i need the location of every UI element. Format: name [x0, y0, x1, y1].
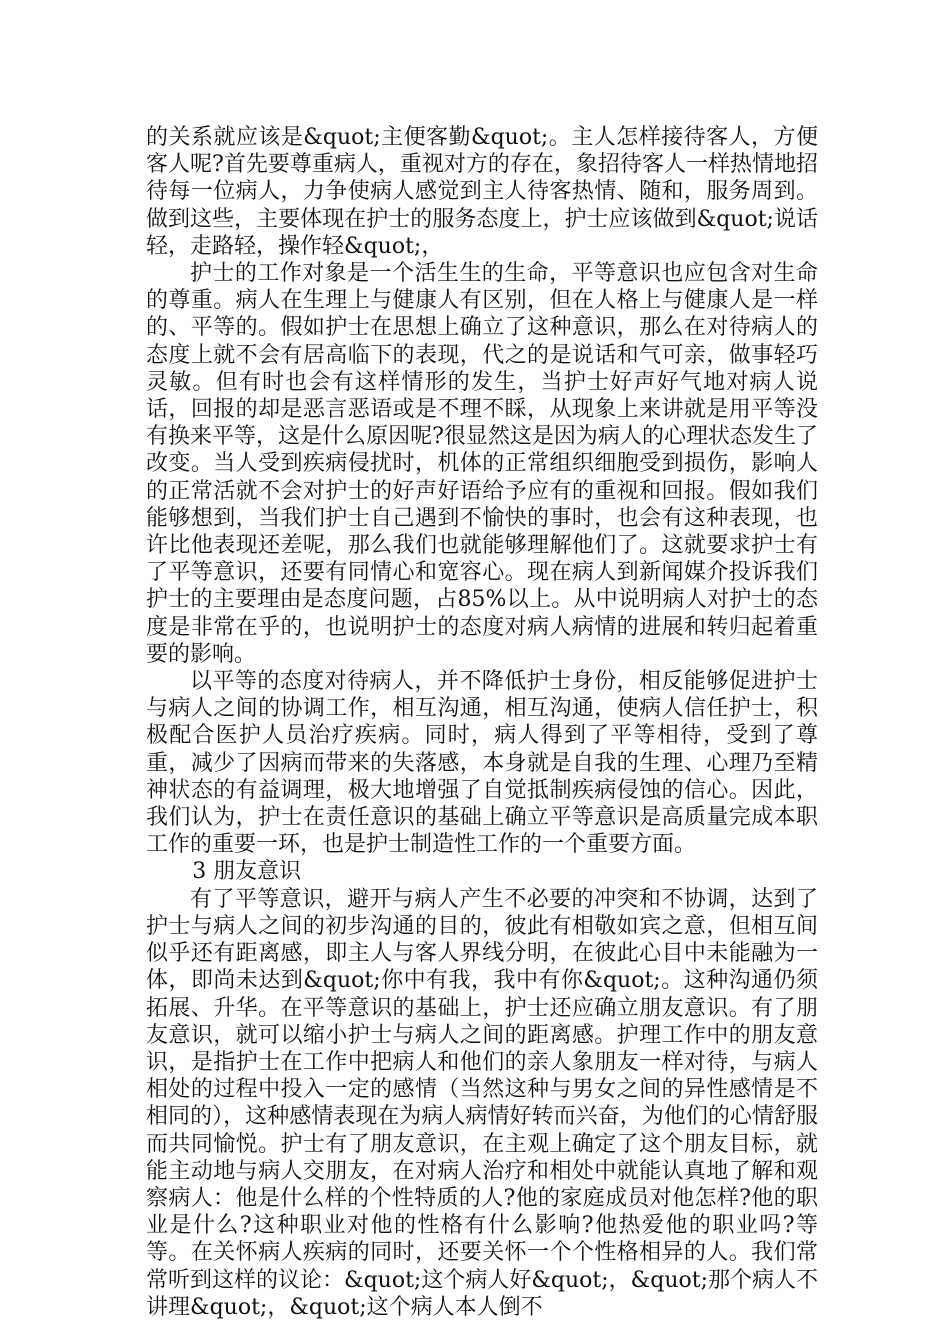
paragraph-continuation: 的关系就应该是&quot;主便客勤&quot;。主人怎样接待客人，方便客人呢?首先要尊重病人，重视对方的存在，象招待客人一样热情地招待每一位病人，力争使病人感觉到主人待客热情、随和，服务周到。做到这些，主要体现在护士的服务态度上，护士应该做到&quot;说话轻，走路轻，操作轻&quot;，	[146, 125, 818, 259]
document-body	[146, 124, 818, 1321]
section-heading-friend-awareness: 3 朋友意识	[192, 859, 302, 885]
paragraph-friend-awareness: 有了平等意识，避开与病人产生不必要的冲突和不协调，达到了护士与病人之间的初步沟通的目的，彼此有相敬如宾之意，但相互间似乎还有距离感，即主人与客人界线分明，在彼此心目中未能融为一体，即尚未达到&quot;你中有我，我中有你&quot;。这种沟通仍须拓展、升华。在平等意识的基础上，护士还应确立朋友意识。有了朋友意识，就可以缩小护士与病人之间的距离感。护理工作中的朋友意识，是指护士在工作中把病人和他们的亲人象朋友一样对待，与病人相处的过程中投入一定的感情（当然这种与男女之间的异性感情是不相同的），这种感情表现在为病人病情好转而兴奋，为他们的心情舒服而共同愉悦。护士有了朋友意识，在主观上确定了这个朋友目标，就能主动地与病人交朋友，在对病人治疗和相处中就能认真地了解和观察病人：他是什么样的个性特质的人?他的家庭成员对他怎样?他的职业是什么?这种职业对他的性格有什么影响?他热爱他的职业吗?等等。在关怀病人疾病的同时，还要关怀一个个性格相异的人。我们常常听到这样的议论：&quot;这个病人好&quot;，&quot;那个病人不讲理&quot;，&quot;这个病人本人倒不	[146, 886, 819, 1320]
paragraph-equality-benefits: 以平等的态度对待病人，并不降低护士身份，相反能够促进护士与病人之间的协调工作，相互沟通，相互沟通，使病人信任护士，积极配合医护人员治疗疾病。同时，病人得到了平等相待，受到了尊重，减少了因病而带来的失落感，本身就是自我的生理、心理乃至精神状态的有益调理，极大地增强了自觉抵制疾病侵蚀的信心。因此，我们认为，护士在责任意识的基础上确立平等意识是高质量完成本职工作的重要一环，也是护士制造性工作的一个重要方面。	[146, 669, 818, 858]
paragraph-equality-respect: 护士的工作对象是一个活生生的生命，平等意识也应包含对生命的尊重。病人在生理上与健康人有区别，但在人格上与健康人是一样的、平等的。假如护士在思想上确立了这种意识，那么在对待病人的态度上就不会有居高临下的表现，代之的是说话和气可亲，做事轻巧灵敏。但有时也会有这样情形的发生，当护士好声好气地对病人说话，回报的却是恶言恶语或是不理不睬，从现象上来讲就是用平等没有换来平等，这是什么原因呢?很显然这是因为病人的心理状态发生了改变。当人受到疾病侵扰时，机体的正常组织细胞受到损伤，影响人的正常活就不会对护士的好声好语给予应有的重视和回报。假如我们能够想到，当我们护士自己遇到不愉快的事时，也会有这种表现，也许比他表现还差呢，那么我们也就能够理解他们了。这就要求护士有了平等意识，还要有同情心和宽容心。现在病人到新闻媒介投诉我们护士的主要理由是态度问题，占85%以上。从中说明病人对护士的态度是非常在乎的，也说明护士的态度对病人病情的进展和转归起着重要的影响。	[146, 261, 818, 667]
